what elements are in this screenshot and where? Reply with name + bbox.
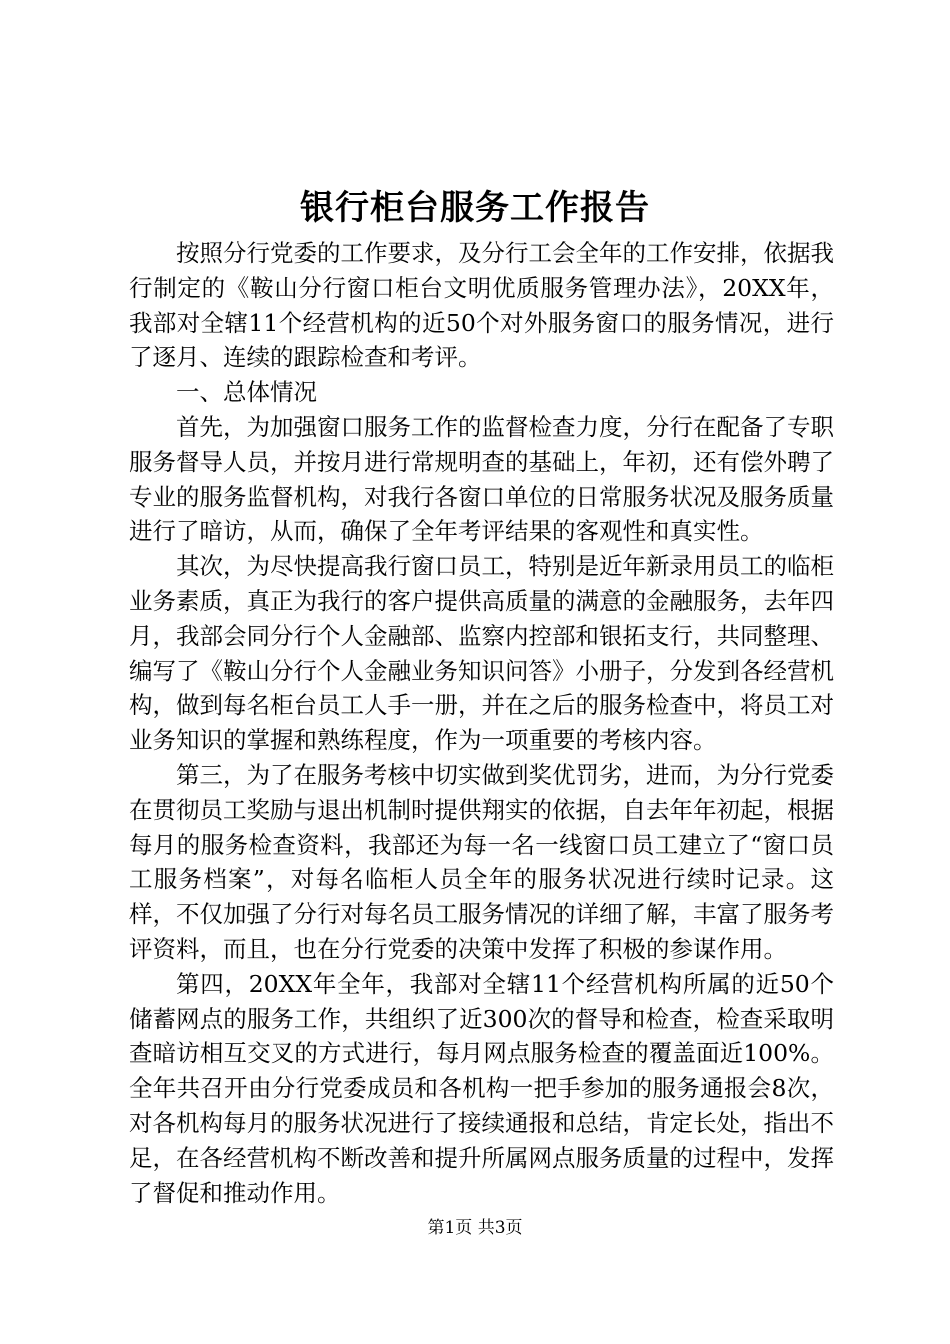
document-body <box>129 236 834 1210</box>
paragraph-intro: 按照分行党委的工作要求，及分行工会全年的工作安排，依据我行制定的《鞍山分行窗口柜台文明优质服务管理办法》，20XX年，我部对全辖11个经营机构的近50个对外服务窗口的服务情况，进行了逐月、连续的跟踪检查和考评。 <box>129 239 834 372</box>
paragraph-first: 首先，为加强窗口服务工作的监督检查力度，分行在配备了专职服务督导人员，并按月进行常规明查的基础上，年初，还有偿外聘了专业的服务监督机构，对我行各窗口单位的日常服务状况及服务质量进行了暗访，从而，确保了全年考评结果的客观性和真实性。 <box>129 412 834 546</box>
paragraph-fourth: 第四，20XX年全年，我部对全辖11个经营机构所属的近50个储蓄网点的服务工作，共组织了近300次的督导和检查，检查采取明查暗访相互交叉的方式进行，每月网点服务检查的覆盖面近100%。全年共召开由分行党委成员和各机构一把手参加的服务通报会8次，对各机构每月的服务状况进行了接续通报和总结，肯定长处，指出不足，在各经营机构不断改善和提升所属网点服务质量的过程中，发挥了督促和推动作用。 <box>129 969 834 1207</box>
page-number-footer: 第1页 共3页 <box>427 1218 523 1238</box>
paragraph-third: 第三，为了在服务考核中切实做到奖优罚劣，进而，为分行党委在贯彻员工奖励与退出机制时提供翔实的依据，自去年年初起，根据每月的服务检查资料，我部还为每一名一线窗口员工建立了“窗口员工服务档案”，对每名临柜人员全年的服务状况进行续时记录。这样，不仅加强了分行对每名员工服务情况的详细了解，丰富了服务考评资料，而且，也在分行党委的决策中发挥了积极的参谋作用。 <box>129 760 834 963</box>
section-heading-overview: 一、总体情况 <box>176 378 317 407</box>
paragraph-second: 其次，为尽快提高我行窗口员工，特别是近年新录用员工的临柜业务素质，真正为我行的客户提供高质量的满意的金融服务，去年四月，我部会同分行个人金融部、监察内控部和银拓支行，共同整理、编写了《鞍山分行个人金融业务知识问答》小册子，分发到各经营机构，做到每名柜台员工人手一册，并在之后的服务检查中，将员工对业务知识的掌握和熟练程度，作为一项重要的考核内容。 <box>129 552 834 755</box>
page-title: 银行柜台服务工作报告 <box>300 188 650 228</box>
